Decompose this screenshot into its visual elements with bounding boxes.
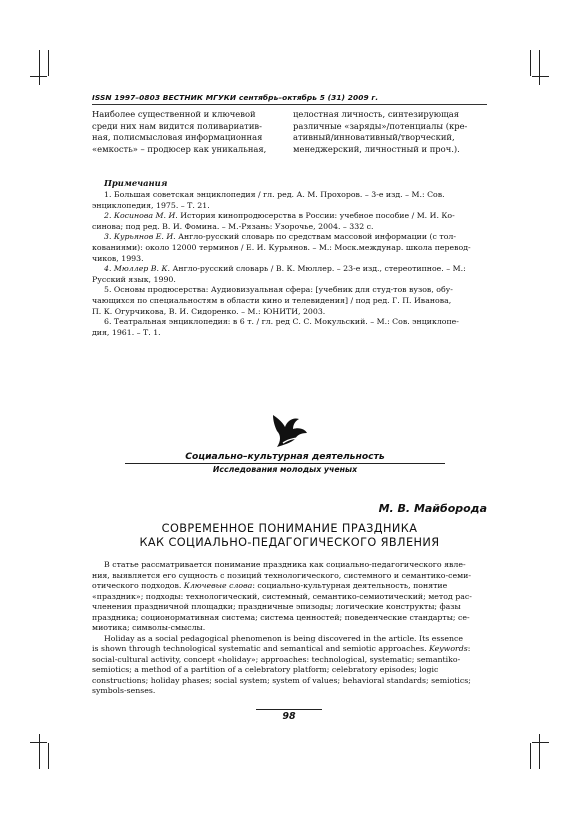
text-line: «емкость» – продюсер как уникальная, <box>92 143 267 154</box>
text-line: миотика; символы-смыслы. <box>92 623 206 632</box>
text-line <box>92 264 487 275</box>
line-text: : <box>467 644 471 653</box>
section-title: Социально–культурная деятельность <box>125 451 445 464</box>
title-line: КАК СОЦИАЛЬНО-ПЕДАГОГИЧЕСКОГО ЯВЛЕНИЯ <box>139 535 440 549</box>
text-line: ния, выявляется его сущность с позиций технологического, системного и семантико-семи- <box>92 570 471 580</box>
article-author: М. В. Майборода <box>378 502 487 515</box>
text-line: ная, полисмысловая информационная <box>92 132 263 143</box>
bird-logo-icon <box>269 413 309 449</box>
text-line: В статье рассматривается понимание праздника как социально-педагогического явле- <box>104 560 466 569</box>
text-line: 1. Большая советская энциклопедия / гл. ред. А. М. Прохоров. – 3-е изд. – М.: Сов. <box>104 190 445 199</box>
text-line <box>92 581 487 592</box>
footer-rule <box>256 709 322 710</box>
notes-title: Примечания <box>104 178 168 188</box>
text-line <box>92 232 487 243</box>
text-line: ативный/инновативный/творческий, <box>293 132 455 143</box>
text-line: symbols-senses. <box>92 686 156 695</box>
notes-list <box>92 190 487 338</box>
text-line <box>92 644 487 655</box>
text-line <box>92 211 487 222</box>
text-line: чающихся по специальностям в области кино и телевидения] / под ред. Г. П. Иванова, <box>92 295 452 305</box>
text-line: Русский язык, 1990. <box>92 274 176 284</box>
author-name: 2. Косинова М. И. <box>104 211 178 221</box>
line-text: отического подходов. <box>92 581 184 590</box>
article-title <box>92 522 487 549</box>
running-head: ISSN 1997–0803 ВЕСТНИК МГУКИ сентябрь–октябрь 5 (31) 2009 г. <box>92 93 379 102</box>
text-line: 5. Основы продюсерства: Аудиовизуальная сфера: [учебник для студ-тов вузов, обу- <box>104 285 453 295</box>
text-line: энциклопедия, 1975. – Т. 21. <box>92 200 210 210</box>
body-right-column <box>293 109 487 155</box>
text-line: членения праздничной площадки; праздничные эпизоды; логические конструкты; фазы <box>92 602 461 611</box>
page-number: 98 <box>282 711 296 722</box>
text-line: менеджерский, личностный и проч.). <box>293 143 460 154</box>
text-line: дия, 1961. – Т. 1. <box>92 327 161 337</box>
text-line: среди них нам видится поливариатив- <box>92 120 262 131</box>
line-text: is shown through technological systematic and semantical and semiotic approaches. <box>92 644 430 653</box>
text-line: чиков, 1993. <box>92 253 144 263</box>
text-line: 6. Театральная энциклопедия: в 6 т. / гл. ред С. С. Мокульский. – М.: Сов. энциклопе- <box>104 317 459 327</box>
author-name: 4. Мюллер В. К. <box>104 264 170 274</box>
text-line: целостная личность, синтезирующая <box>293 109 460 119</box>
text-line: кованиями): около 12000 терминов / Е. И. Курьянов. – М.: Моск.междунар. школа перевод- <box>92 242 471 252</box>
line-text: : социально-культурная деятельность, понятие <box>252 581 448 590</box>
text-line: social-cultural activity, concept «holiday»; approaches: technological, systematic; semantiko- <box>92 654 461 664</box>
line-text: История кинопродюсерства в России: учебное пособие / М. И. Ко- <box>177 211 455 221</box>
header-rule <box>92 104 487 105</box>
text-line: semiotics; a method of a partition of a celebratory platform; celebratory episodes; logic <box>92 665 439 674</box>
text-line: constructions; holiday phases; social system; system of values; behavioral standards; semiotics; <box>92 675 471 685</box>
text-line: «праздник»; подходы: технологический, системный, семантико-семиотический; метод рас- <box>92 591 472 601</box>
section-subtitle: Исследования молодых ученых <box>212 465 358 474</box>
line-text: Англо-русский словарь / В. К. Мюллер. – 23-е изд., стереотипное. – М.: <box>169 264 466 274</box>
text-line: Holiday as a social pedagogical phenomenon is being discovered in the article. Its essence <box>104 633 463 643</box>
text-line: П. К. Огурчикова, В. И. Сидоренко. – М.: ЮНИТИ, 2003. <box>92 306 326 316</box>
text-line: Наиболее существенной и ключевой <box>92 109 256 119</box>
keywords-label: Keywords <box>429 644 468 653</box>
text-line: праздника; соционормативная система; система ценностей; поведенческие стандарты; се- <box>92 612 470 622</box>
author-name: 3. Курьянов Е. И. <box>104 232 176 242</box>
title-line: СОВРЕМЕННОЕ ПОНИМАНИЕ ПРАЗДНИКА <box>161 522 418 535</box>
text-line: различные «заряды»/потенциалы (кре- <box>293 120 468 131</box>
line-text: Англо-русский словарь по средствам массовой информации (с тол- <box>175 232 456 242</box>
body-left-column <box>92 109 275 155</box>
abstract <box>92 560 487 697</box>
keywords-label: Ключевые слова <box>183 581 253 590</box>
text-line: синова; под ред. В. И. Фомина. – М.-Рязань: Узорочье, 2004. – 332 с. <box>92 221 374 231</box>
